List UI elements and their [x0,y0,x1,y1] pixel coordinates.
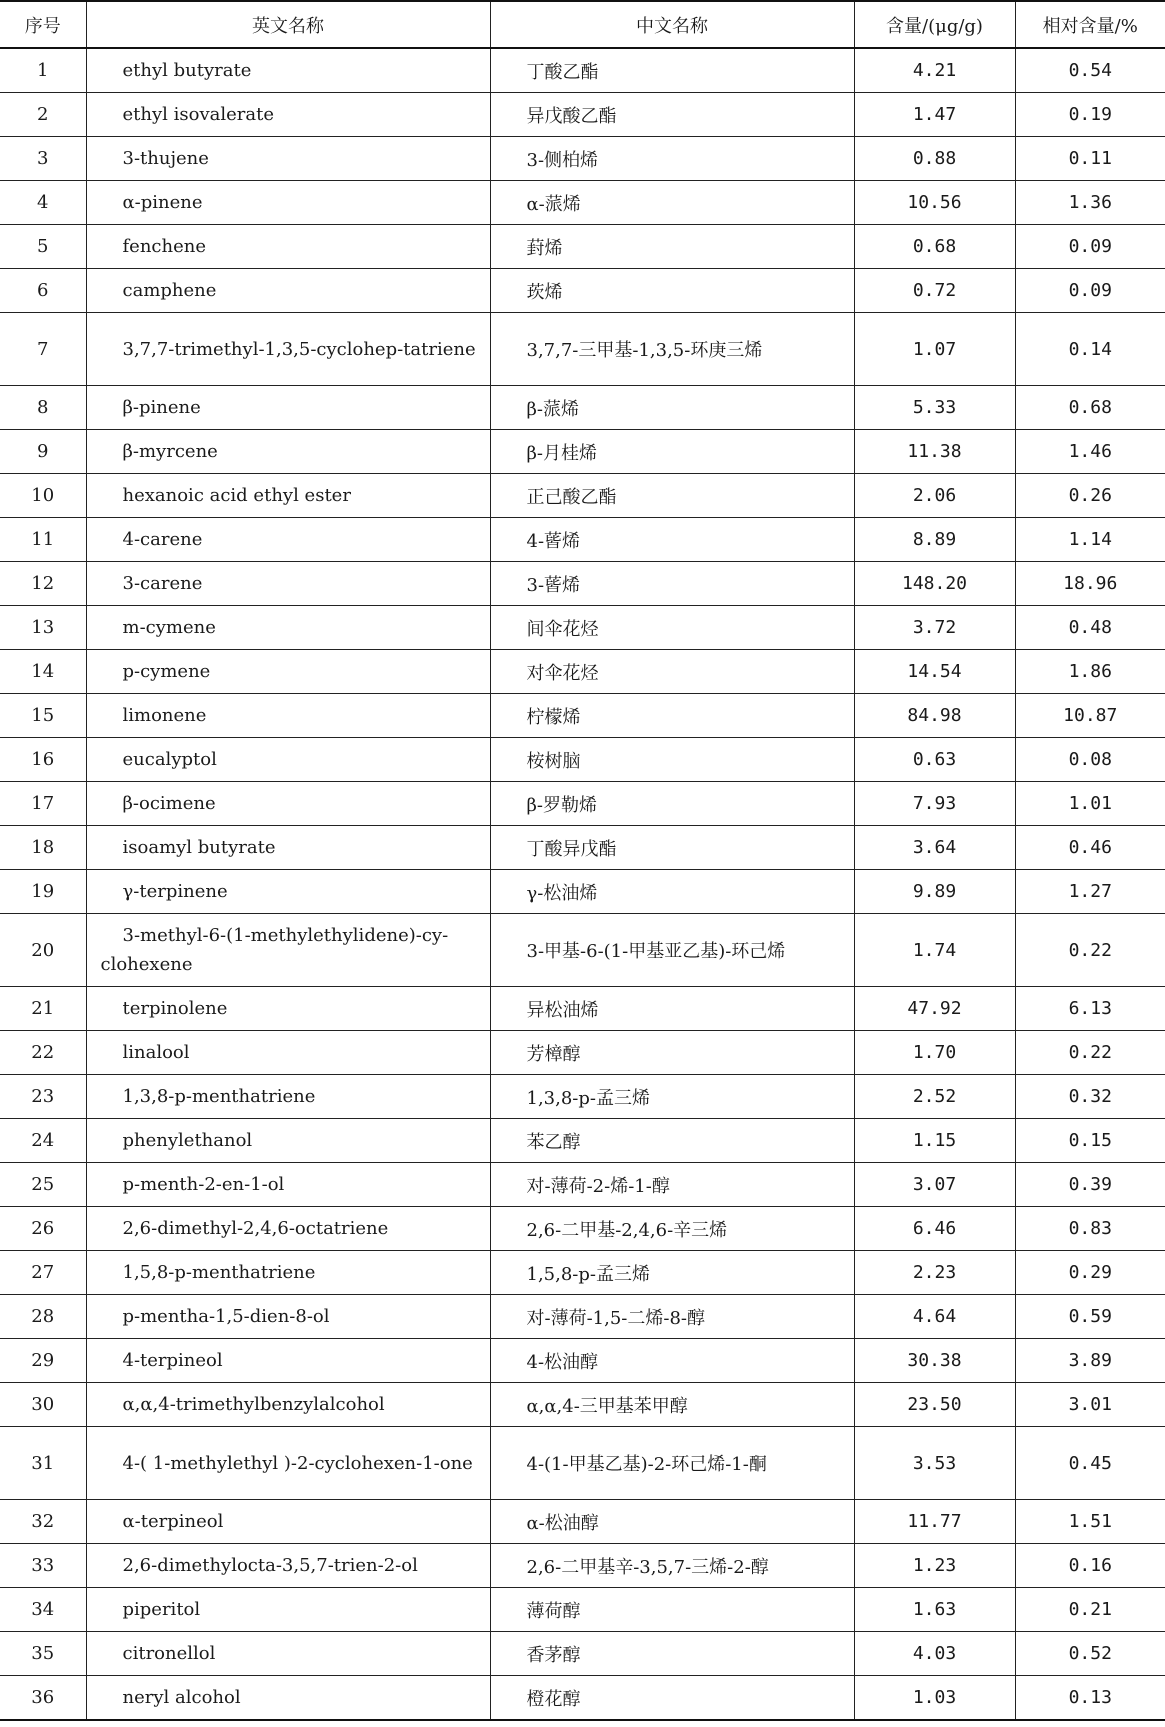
table-row [0,386,1165,430]
row-relative-content: 0.22 [1015,1031,1165,1075]
row-index: 10 [0,474,86,518]
row-chinese-name: 1,3,8-p-孟三烯 [490,1075,854,1119]
row-relative-content: 0.16 [1015,1544,1165,1588]
table-row [0,181,1165,225]
row-english-name: limonene [86,694,490,738]
table-row [0,1031,1165,1075]
row-index: 3 [0,137,86,181]
row-english-name: ethyl butyrate [86,48,490,93]
row-english-name: citronellol [86,1632,490,1676]
row-relative-content: 0.09 [1015,269,1165,313]
row-index: 2 [0,93,86,137]
row-relative-content: 18.96 [1015,562,1165,606]
row-english-name: 3-carene [86,562,490,606]
row-english-name: p-mentha-1,5-dien-8-ol [86,1295,490,1339]
row-index: 22 [0,1031,86,1075]
row-chinese-name: 对-薄荷-2-烯-1-醇 [490,1163,854,1207]
row-content: 11.38 [854,430,1015,474]
row-chinese-name: 2,6-二甲基辛-3,5,7-三烯-2-醇 [490,1544,854,1588]
row-index: 13 [0,606,86,650]
table-row [0,474,1165,518]
table-row [0,1588,1165,1632]
row-english-name: β-ocimene [86,782,490,826]
table-row [0,269,1165,313]
row-chinese-name: 对-薄荷-1,5-二烯-8-醇 [490,1295,854,1339]
row-relative-content: 0.29 [1015,1251,1165,1295]
row-relative-content: 0.54 [1015,48,1165,93]
row-content: 23.50 [854,1383,1015,1427]
row-content: 30.38 [854,1339,1015,1383]
row-chinese-name: 柠檬烯 [490,694,854,738]
row-relative-content: 1.36 [1015,181,1165,225]
row-chinese-name: 正己酸乙酯 [490,474,854,518]
row-index: 25 [0,1163,86,1207]
row-relative-content: 0.19 [1015,93,1165,137]
row-index: 21 [0,987,86,1031]
row-english-name: terpinolene [86,987,490,1031]
row-english-name: β-myrcene [86,430,490,474]
row-english-name: 4-carene [86,518,490,562]
row-index: 12 [0,562,86,606]
row-relative-content: 10.87 [1015,694,1165,738]
row-index: 7 [0,313,86,386]
row-index: 24 [0,1119,86,1163]
row-english-name: 4-( 1-methylethyl )-2-cyclohexen-1-one [86,1427,490,1500]
row-index: 36 [0,1676,86,1721]
row-index: 33 [0,1544,86,1588]
row-content: 3.07 [854,1163,1015,1207]
row-relative-content: 6.13 [1015,987,1165,1031]
row-index: 6 [0,269,86,313]
row-relative-content: 0.48 [1015,606,1165,650]
row-relative-content: 1.51 [1015,1500,1165,1544]
table-row [0,694,1165,738]
row-index: 9 [0,430,86,474]
row-english-name: 2,6-dimethylocta-3,5,7-trien-2-ol [86,1544,490,1588]
table-row [0,1295,1165,1339]
row-chinese-name: 苯乙醇 [490,1119,854,1163]
row-chinese-name: 香茅醇 [490,1632,854,1676]
row-chinese-name: 薄荷醇 [490,1588,854,1632]
row-chinese-name: α,α,4-三甲基苯甲醇 [490,1383,854,1427]
row-index: 4 [0,181,86,225]
row-content: 1.07 [854,313,1015,386]
row-content: 9.89 [854,870,1015,914]
row-english-name: 3-thujene [86,137,490,181]
table-row [0,1544,1165,1588]
header-chinese-name: 中文名称 [490,1,854,48]
row-index: 29 [0,1339,86,1383]
row-index: 20 [0,914,86,987]
row-relative-content: 0.39 [1015,1163,1165,1207]
row-relative-content: 0.11 [1015,137,1165,181]
table-row [0,430,1165,474]
row-english-name: eucalyptol [86,738,490,782]
row-index: 23 [0,1075,86,1119]
row-relative-content: 0.45 [1015,1427,1165,1500]
row-chinese-name: 橙花醇 [490,1676,854,1721]
row-chinese-name: 对伞花烃 [490,650,854,694]
row-content: 7.93 [854,782,1015,826]
row-index: 18 [0,826,86,870]
row-content: 1.63 [854,1588,1015,1632]
table-row [0,48,1165,93]
row-index: 1 [0,48,86,93]
row-relative-content: 0.83 [1015,1207,1165,1251]
table-body [0,48,1165,1720]
row-chinese-name: 桉树脑 [490,738,854,782]
row-chinese-name: 芳樟醇 [490,1031,854,1075]
table-row [0,650,1165,694]
row-chinese-name: γ-松油烯 [490,870,854,914]
row-chinese-name: 间伞花烃 [490,606,854,650]
table-header [0,1,1165,48]
table-row [0,1427,1165,1500]
row-relative-content: 1.86 [1015,650,1165,694]
row-english-name: p-menth-2-en-1-ol [86,1163,490,1207]
row-english-name: fenchene [86,225,490,269]
row-index: 26 [0,1207,86,1251]
table-row [0,738,1165,782]
row-chinese-name: β-蒎烯 [490,386,854,430]
row-index: 31 [0,1427,86,1500]
table-row [0,782,1165,826]
row-english-name: α,α,4-trimethylbenzylalcohol [86,1383,490,1427]
row-english-name: p-cymene [86,650,490,694]
row-english-name: α-terpineol [86,1500,490,1544]
row-english-name: neryl alcohol [86,1676,490,1721]
table-row [0,93,1165,137]
row-content: 3.64 [854,826,1015,870]
row-chinese-name: 3-蒈烯 [490,562,854,606]
table-row [0,1119,1165,1163]
table-row [0,1075,1165,1119]
row-content: 8.89 [854,518,1015,562]
row-relative-content: 1.14 [1015,518,1165,562]
row-relative-content: 1.27 [1015,870,1165,914]
row-index: 34 [0,1588,86,1632]
row-content: 10.56 [854,181,1015,225]
row-relative-content: 1.01 [1015,782,1165,826]
row-relative-content: 0.22 [1015,914,1165,987]
row-content: 84.98 [854,694,1015,738]
table-row [0,987,1165,1031]
header-relative-content: 相对含量/% [1015,1,1165,48]
row-content: 0.88 [854,137,1015,181]
row-content: 1.03 [854,1676,1015,1721]
table-row [0,1500,1165,1544]
row-english-name: α-pinene [86,181,490,225]
row-content: 11.77 [854,1500,1015,1544]
row-english-name: 3-methyl-6-(1-methylethylidene)-cy-clohexene [86,914,490,987]
row-english-name: linalool [86,1031,490,1075]
table-row [0,870,1165,914]
row-index: 11 [0,518,86,562]
table-row [0,606,1165,650]
row-content: 4.64 [854,1295,1015,1339]
row-index: 15 [0,694,86,738]
row-index: 8 [0,386,86,430]
row-relative-content: 0.46 [1015,826,1165,870]
row-content: 3.72 [854,606,1015,650]
row-chinese-name: 3-甲基-6-(1-甲基亚乙基)-环己烯 [490,914,854,987]
row-english-name: 2,6-dimethyl-2,4,6-octatriene [86,1207,490,1251]
row-relative-content: 0.21 [1015,1588,1165,1632]
row-index: 5 [0,225,86,269]
row-english-name: phenylethanol [86,1119,490,1163]
row-content: 2.06 [854,474,1015,518]
row-chinese-name: β-罗勒烯 [490,782,854,826]
table-row [0,313,1165,386]
row-chinese-name: 1,5,8-p-孟三烯 [490,1251,854,1295]
row-relative-content: 0.13 [1015,1676,1165,1721]
row-relative-content: 0.09 [1015,225,1165,269]
row-relative-content: 0.15 [1015,1119,1165,1163]
row-index: 19 [0,870,86,914]
header-index: 序号 [0,1,86,48]
row-relative-content: 0.68 [1015,386,1165,430]
row-english-name: 3,7,7-trimethyl-1,3,5-cyclohep-tatriene [86,313,490,386]
row-english-name: m-cymene [86,606,490,650]
table-row [0,1207,1165,1251]
row-content: 4.03 [854,1632,1015,1676]
row-chinese-name: 4-松油醇 [490,1339,854,1383]
row-relative-content: 3.01 [1015,1383,1165,1427]
row-chinese-name: 丁酸异戊酯 [490,826,854,870]
row-english-name: camphene [86,269,490,313]
row-english-name: 1,3,8-p-menthatriene [86,1075,490,1119]
row-relative-content: 0.52 [1015,1632,1165,1676]
row-relative-content: 1.46 [1015,430,1165,474]
row-chinese-name: β-月桂烯 [490,430,854,474]
row-relative-content: 0.08 [1015,738,1165,782]
row-chinese-name: α-蒎烯 [490,181,854,225]
row-chinese-name: 异松油烯 [490,987,854,1031]
table-row [0,562,1165,606]
table-row [0,225,1165,269]
row-content: 1.15 [854,1119,1015,1163]
row-chinese-name: α-松油醇 [490,1500,854,1544]
row-english-name: ethyl isovalerate [86,93,490,137]
row-english-name: 4-terpineol [86,1339,490,1383]
table-row [0,1163,1165,1207]
row-english-name: hexanoic acid ethyl ester [86,474,490,518]
table-row [0,1383,1165,1427]
row-content: 1.23 [854,1544,1015,1588]
table-row [0,1676,1165,1721]
row-index: 35 [0,1632,86,1676]
row-index: 17 [0,782,86,826]
row-index: 16 [0,738,86,782]
row-english-name: piperitol [86,1588,490,1632]
row-chinese-name: 葑烯 [490,225,854,269]
header-english-name: 英文名称 [86,1,490,48]
row-chinese-name: 3,7,7-三甲基-1,3,5-环庚三烯 [490,313,854,386]
row-english-name: 1,5,8-p-menthatriene [86,1251,490,1295]
row-content: 1.47 [854,93,1015,137]
row-relative-content: 3.89 [1015,1339,1165,1383]
table-row [0,1251,1165,1295]
row-relative-content: 0.59 [1015,1295,1165,1339]
row-relative-content: 0.14 [1015,313,1165,386]
row-chinese-name: 莰烯 [490,269,854,313]
table-row [0,1339,1165,1383]
row-content: 2.52 [854,1075,1015,1119]
row-chinese-name: 异戊酸乙酯 [490,93,854,137]
table-row [0,518,1165,562]
row-chinese-name: 丁酸乙酯 [490,48,854,93]
row-relative-content: 0.32 [1015,1075,1165,1119]
row-content: 0.68 [854,225,1015,269]
row-index: 27 [0,1251,86,1295]
row-content: 1.70 [854,1031,1015,1075]
table-row [0,137,1165,181]
row-content: 14.54 [854,650,1015,694]
table-row [0,914,1165,987]
row-content: 148.20 [854,562,1015,606]
row-content: 47.92 [854,987,1015,1031]
row-content: 0.63 [854,738,1015,782]
row-index: 30 [0,1383,86,1427]
row-english-name: isoamyl butyrate [86,826,490,870]
header-content: 含量/(μg/g) [854,1,1015,48]
row-index: 32 [0,1500,86,1544]
row-content: 3.53 [854,1427,1015,1500]
row-content: 2.23 [854,1251,1015,1295]
table-row [0,826,1165,870]
row-content: 4.21 [854,48,1015,93]
row-english-name: β-pinene [86,386,490,430]
row-english-name: γ-terpinene [86,870,490,914]
row-index: 14 [0,650,86,694]
row-relative-content: 0.26 [1015,474,1165,518]
row-content: 0.72 [854,269,1015,313]
row-chinese-name: 4-(1-甲基乙基)-2-环己烯-1-酮 [490,1427,854,1500]
row-chinese-name: 2,6-二甲基-2,4,6-辛三烯 [490,1207,854,1251]
header-row [0,1,1165,48]
row-content: 5.33 [854,386,1015,430]
row-content: 1.74 [854,914,1015,987]
row-chinese-name: 3-侧柏烯 [490,137,854,181]
table-row [0,1632,1165,1676]
row-chinese-name: 4-蒈烯 [490,518,854,562]
row-content: 6.46 [854,1207,1015,1251]
row-index: 28 [0,1295,86,1339]
